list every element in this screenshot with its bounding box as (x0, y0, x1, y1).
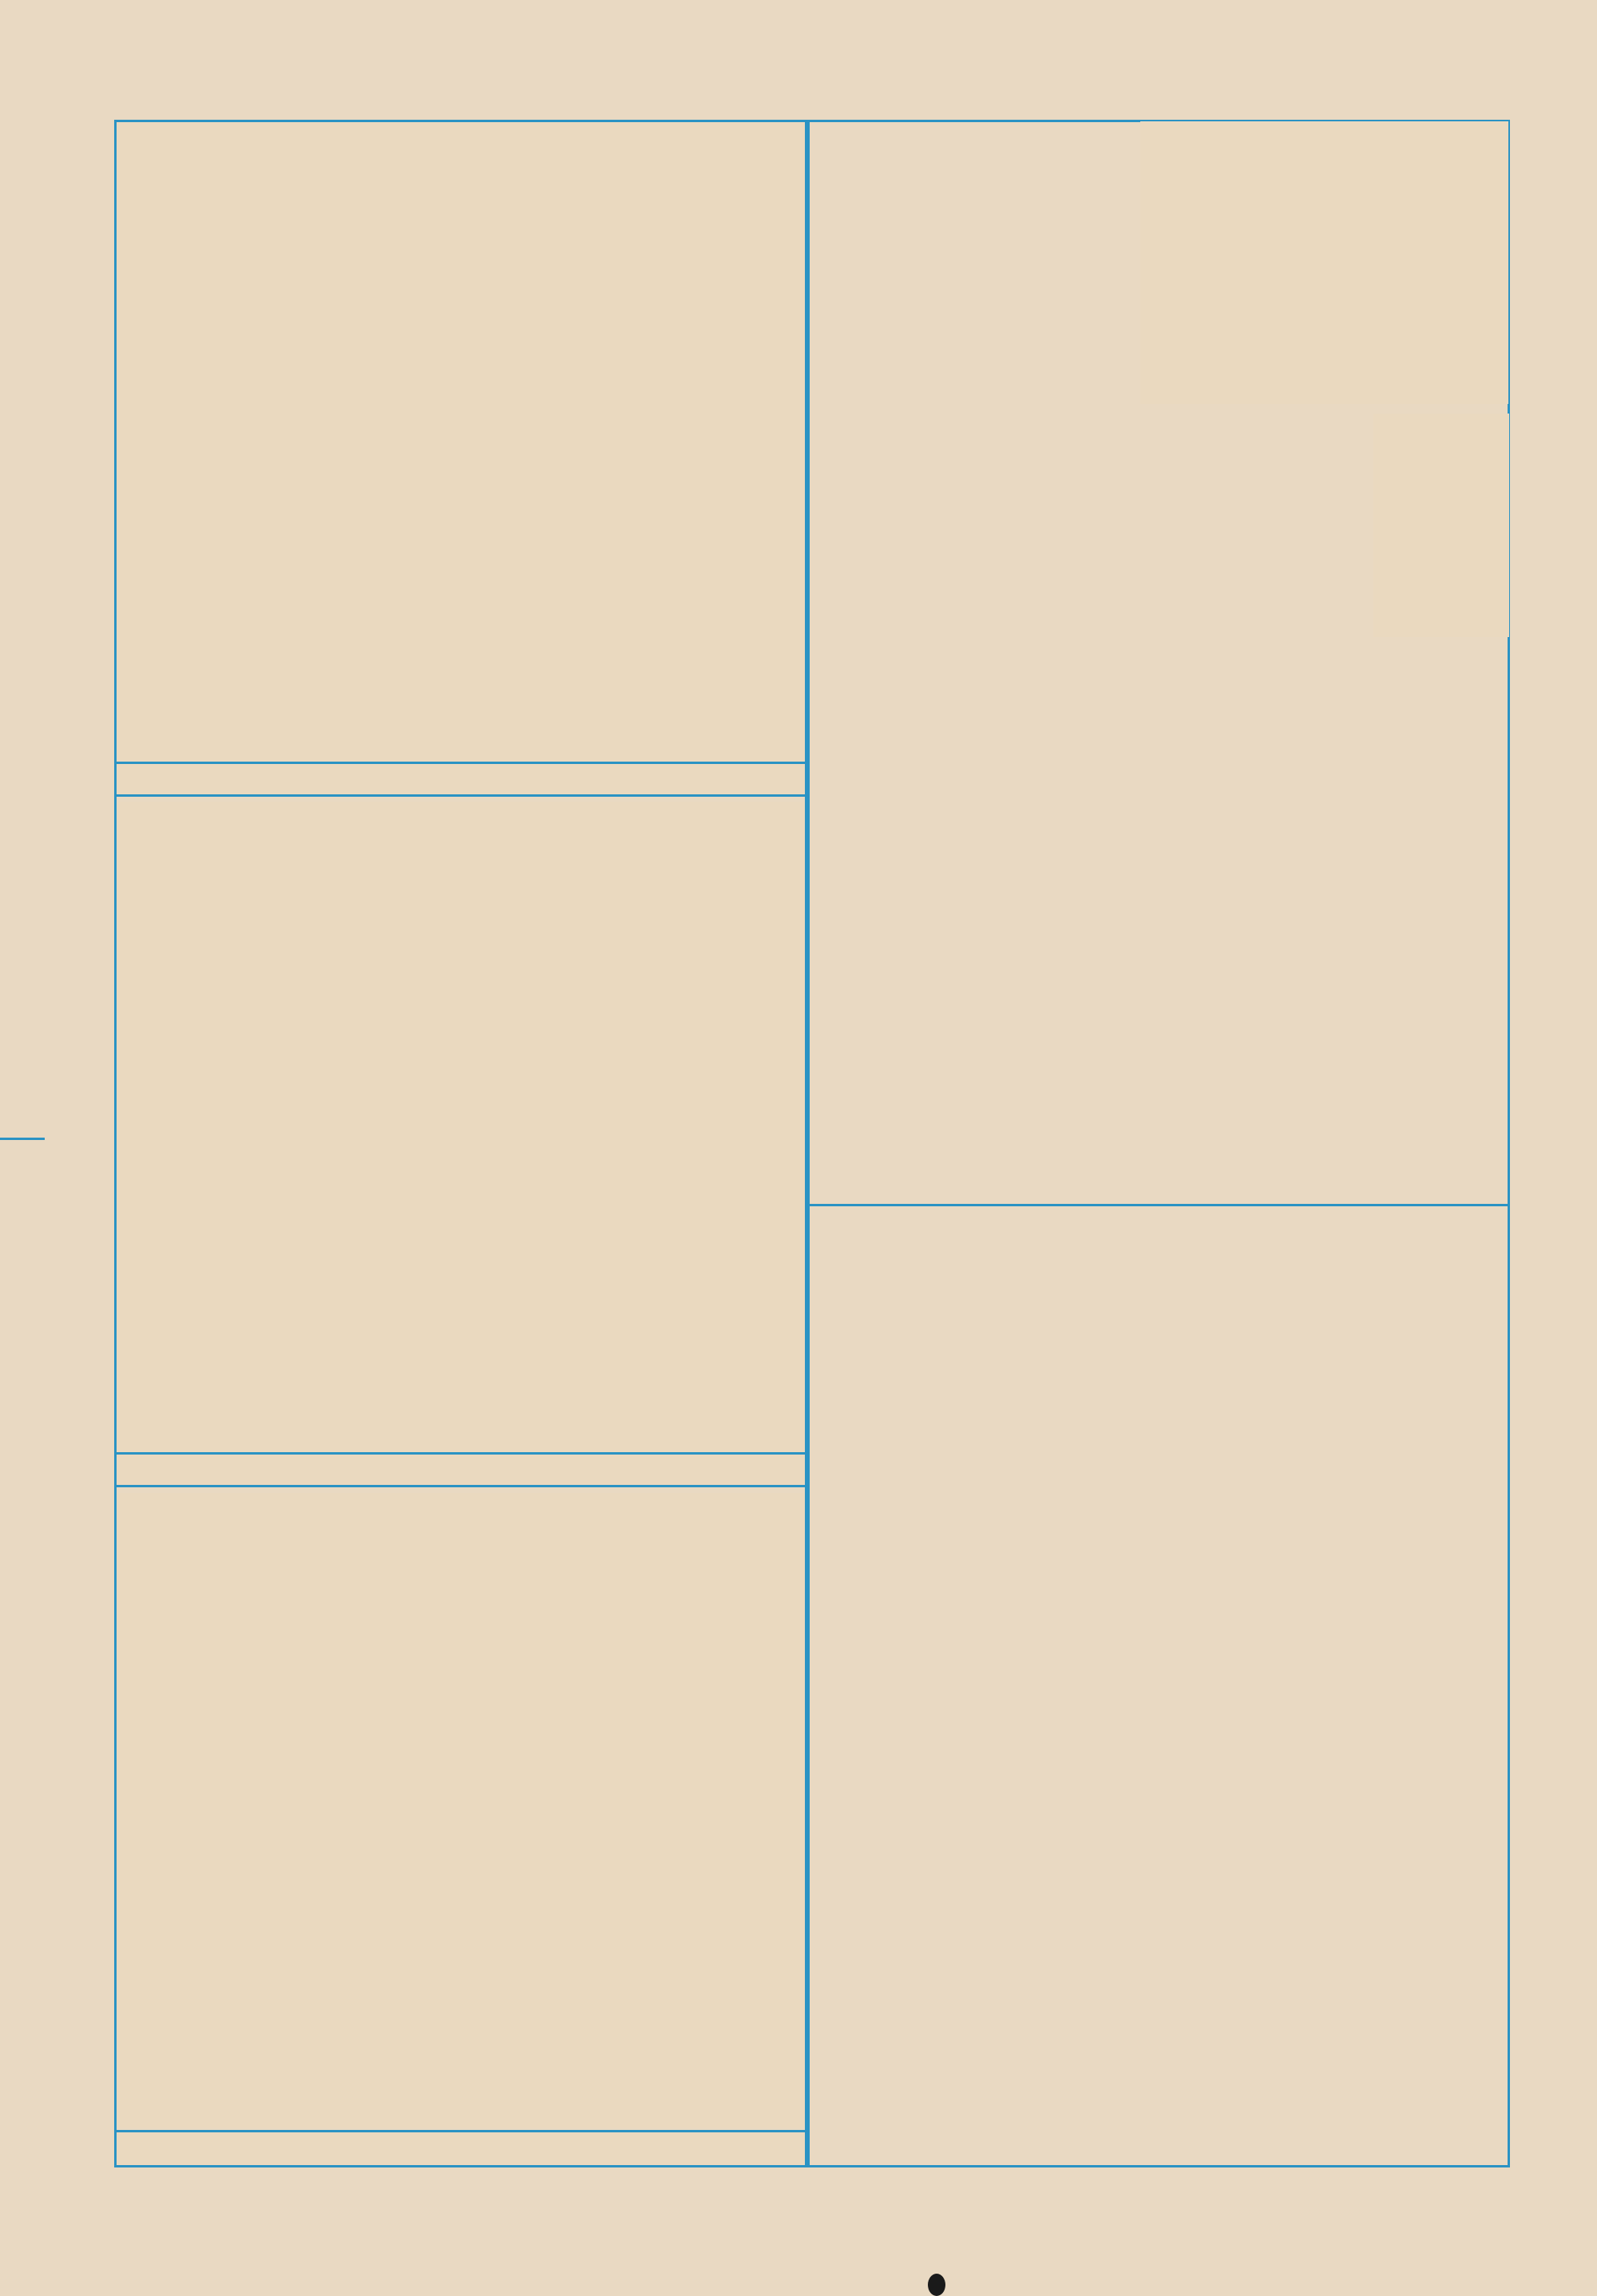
map-500hpa-caption (117, 762, 805, 797)
map-pressure-change-caption (117, 2130, 805, 2165)
results-box (1140, 121, 1508, 404)
map-pressure-change (117, 1493, 805, 2128)
punch-hole (928, 2274, 945, 2296)
map-500hpa (117, 122, 805, 762)
weather-report (810, 1204, 1510, 2167)
map-850hpa (117, 802, 805, 1452)
margin-mark (0, 1138, 45, 1140)
wind-table (1373, 414, 1509, 637)
map-850hpa-caption (117, 1452, 805, 1487)
